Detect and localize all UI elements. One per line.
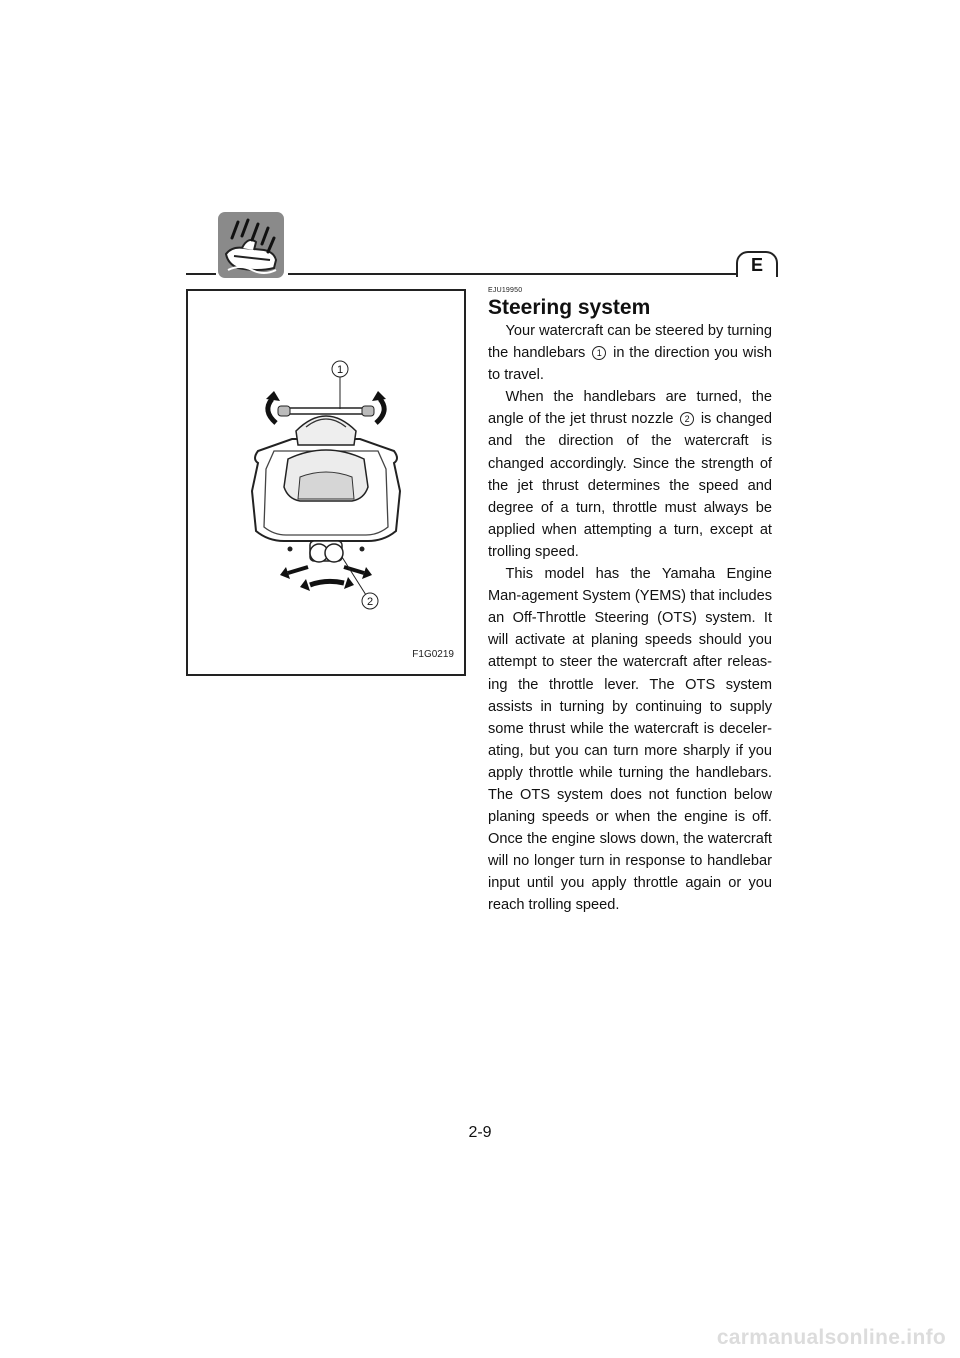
paragraph-2 [488,386,772,563]
figure-code: F1G0219 [412,649,454,660]
callout-1-label: 1 [336,364,344,376]
paragraph-1 [488,320,772,386]
watermark: carmanualsonline.info [716,1326,946,1349]
section-body [488,320,772,917]
section-title: Steering system [488,296,651,319]
callout-1-ref: 1 [592,346,606,360]
watercraft-top-view-illustration [188,291,464,674]
page-number: 2-9 [468,1124,492,1141]
paragraph-2-text-a: When the handlebars are turned, the angle of the jet thrust nozzle [488,389,772,428]
header-rule-left [186,273,216,275]
callout-2-ref: 2 [680,412,694,426]
steering-figure [186,289,466,676]
paragraph-1-text-a: Your watercraft can be steered by turning the handlebars [488,323,772,362]
callout-2-label: 2 [366,596,374,608]
paragraph-1-text-b: in the direction you wish to travel. [488,345,773,384]
paragraph-3: This model has the Yamaha Engine Man-agement System (YEMS) that includes an Off-Throttle Steering (OTS) system. It will activate at planing speeds should you attempt to steer the watercraft after releas-ing the throttle lever. The OTS system assists in turning by continuing to supply some thrust while the watercraft is deceler-ating, but you can turn more sharply if you apply throttle while turning the handlebars. The OTS system does not function below planing speeds or when the engine is off. Once the engine slows down, the watercraft will no longer turn in response to handlebar input until you apply throttle again or you reach trolling speed. [488,566,772,914]
watercraft-wave-icon [218,212,284,278]
section-code: EJU19950 [488,287,523,294]
paragraph-2-text-b: is changed and the direction of the watercraft is changed accordingly. Since the strength of the jet thrust determines the speed and degree of a turn, throttle must always be applied when attempting a turn, except at trolling speed. [488,411,772,560]
language-badge: E [736,251,778,277]
header-rule-right [288,273,774,275]
